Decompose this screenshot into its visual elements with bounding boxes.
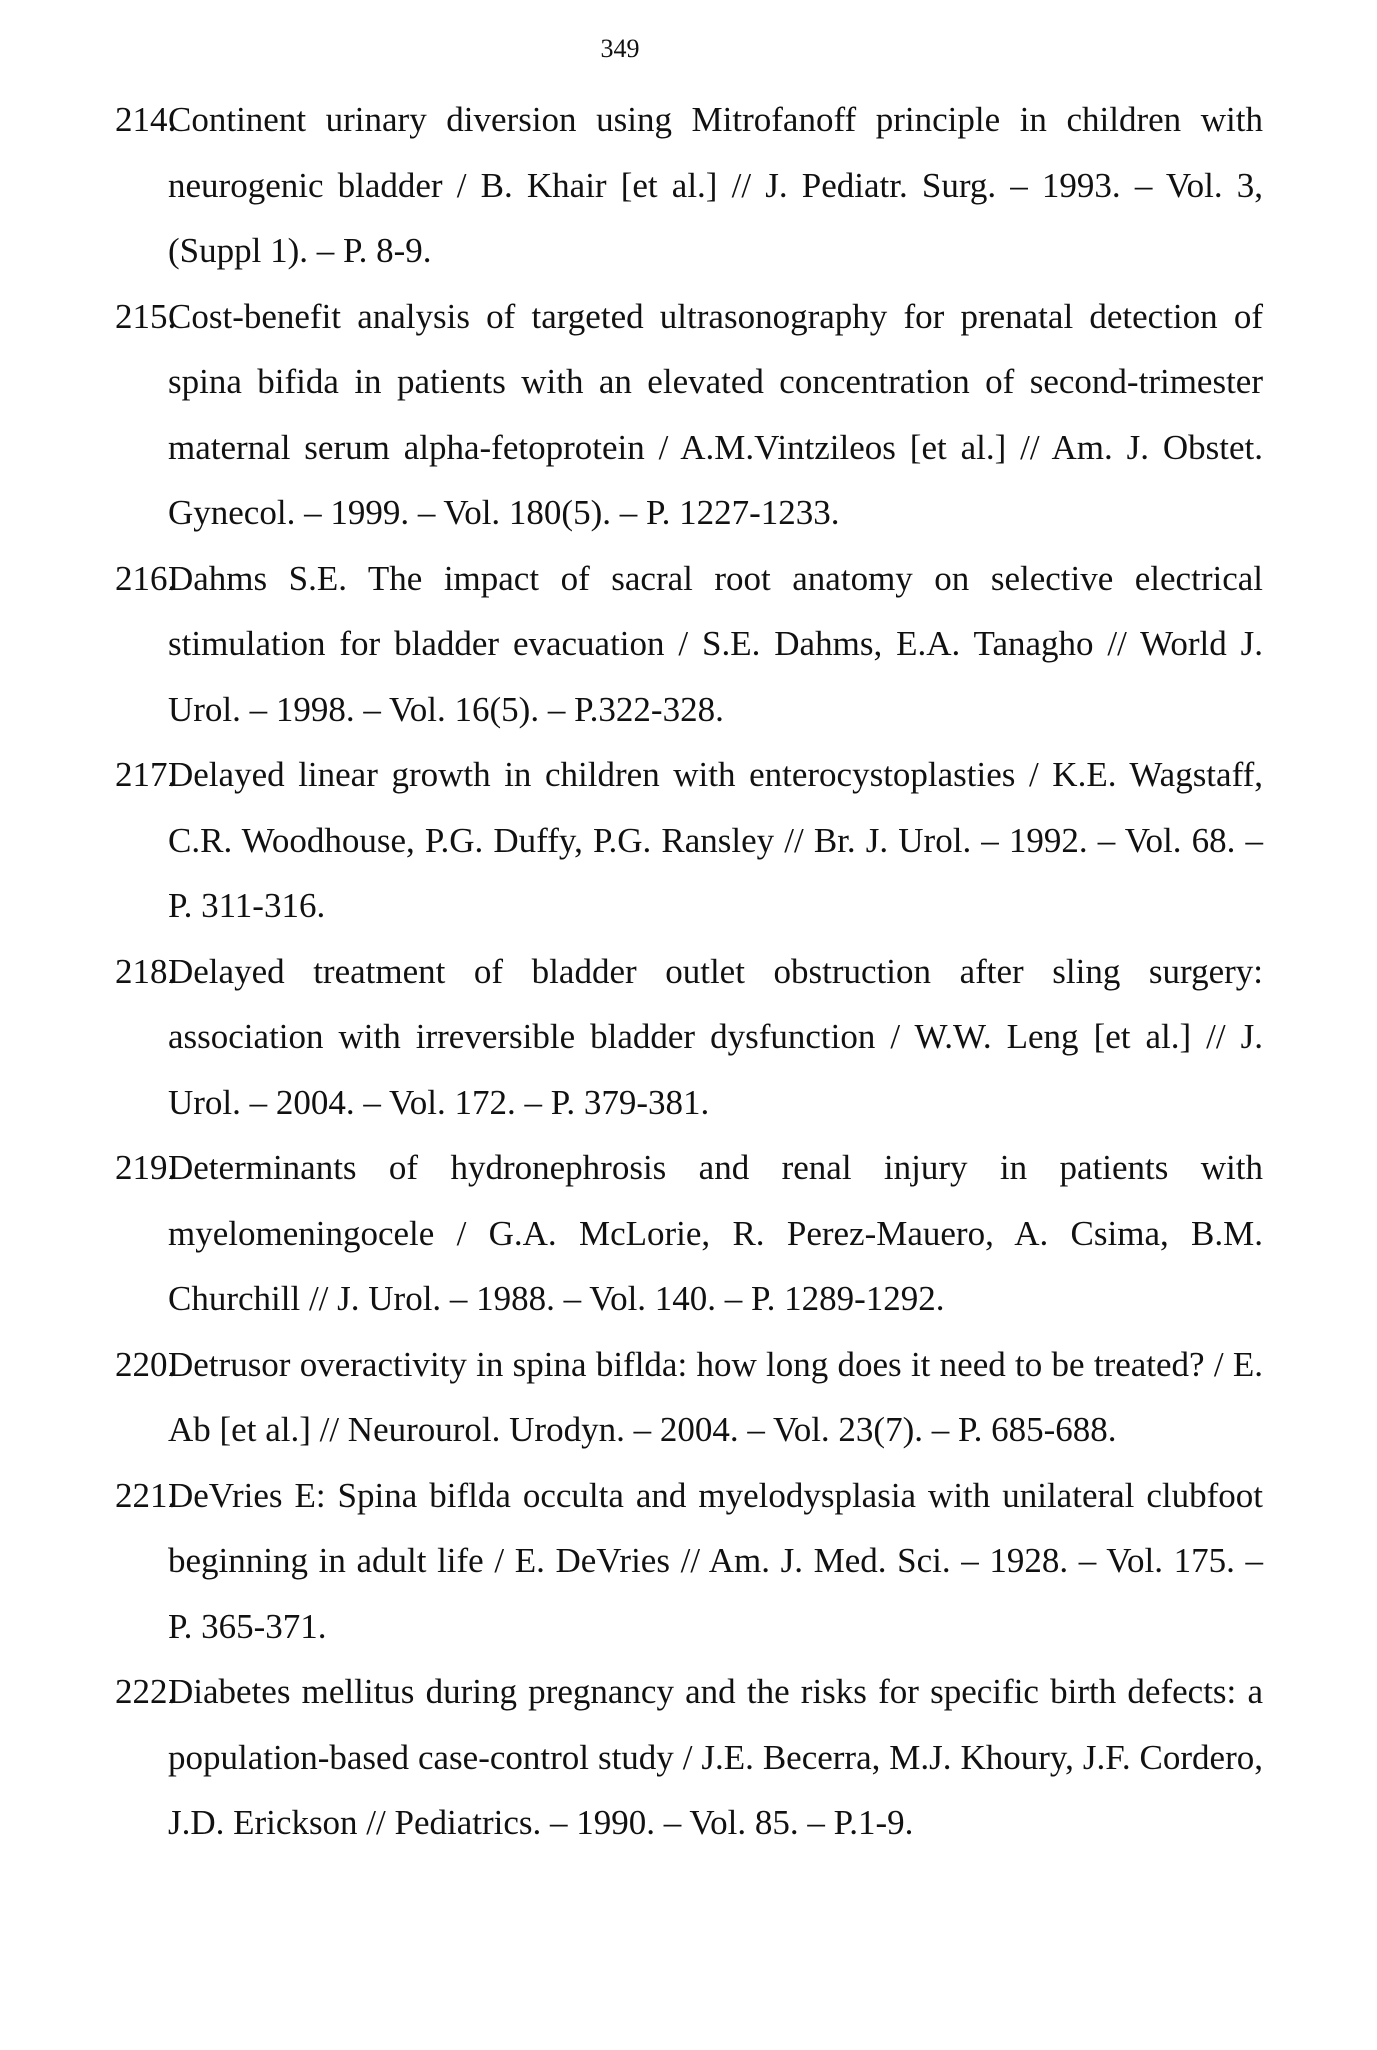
reference-item [115, 284, 1263, 546]
reference-item [115, 546, 1263, 743]
reference-number: 214. [115, 100, 177, 139]
reference-number: 219. [115, 1148, 177, 1187]
reference-text: Diabetes mellitus during pregnancy and the risks for specific birth defects: a population-based case-control study / J.E. Becerra, M.J. Khoury, J.F. Cordero, J.D. Erickson // Pediatrics. – 1990. – Vol. 85. – P.1-9. [168, 1672, 1263, 1842]
reference-number: 215. [115, 296, 177, 336]
reference-number: 220. [115, 1344, 177, 1384]
reference-text: Dahms S.E. The impact of sacral root anatomy on selective electrical stimulation for bladder evacuation / S.E. Dahms, E.A. Tanagho // World J. Urol. – 1998. – Vol. 16(5). – P.322-328. [168, 558, 1263, 729]
reference-item [115, 1659, 1263, 1856]
reference-text: DeVries E: Spina biflda occulta and myelodysplasia with unilateral clubfoot beginning in adult life / E. DeVries // Am. J. Med. Sci. – 1928. – Vol. 175. – P. 365-371. [168, 1475, 1263, 1646]
reference-text: Cost-benefit analysis of targeted ultrasonography for prenatal detection of spina bifida in patients with an elevated concentration of second-trimester maternal serum alpha-fetoprotein / A.M.Vintzileos [et al.] // Am. J. Obstet. Gynecol. – 1999. – Vol. 180(5). – P. 1227-1233. [168, 296, 1263, 532]
reference-text: Delayed linear growth in children with enterocystoplasties / K.E. Wagstaff, C.R. Woodhouse, P.G. Duffy, P.G. Ransley // Br. J. Urol. – 1992. – Vol. 68. – P. 311-316. [168, 755, 1263, 925]
reference-item [115, 1463, 1263, 1660]
reference-number: 222. [115, 1672, 177, 1711]
reference-number: 218. [115, 951, 177, 991]
reference-item [115, 742, 1263, 939]
reference-list [115, 87, 1263, 1856]
reference-item [115, 1135, 1263, 1332]
reference-text: Determinants of hydronephrosis and renal injury in patients with myelomeningocele / G.A. McLorie, R. Perez-Mauero, A. Csima, B.M. Churchill // J. Urol. – 1988. – Vol. 140. – P. 1289-1292. [168, 1148, 1263, 1318]
reference-number: 216. [115, 558, 177, 598]
reference-text: Delayed treatment of bladder outlet obstruction after sling surgery: association with irreversible bladder dysfunction / W.W. Leng [et al.] // J. Urol. – 2004. – Vol. 172. – P. 379-381. [168, 951, 1263, 1122]
reference-text: Continent urinary diversion using Mitrofanoff principle in children with neurogenic bladder / B. Khair [et al.] // J. Pediatr. Surg. – 1993. – Vol. 3, (Suppl 1). – P. 8-9. [168, 100, 1263, 270]
reference-item [115, 87, 1263, 284]
reference-number: 221. [115, 1475, 177, 1515]
reference-text: Detrusor overactivity in spina biflda: how long does it need to be treated? / E. Ab [et al.] // Neurourol. Urodyn. – 2004. – Vol. 23(7). – P. 685-688. [168, 1344, 1263, 1449]
reference-item [115, 1332, 1263, 1463]
page-number: 349 [600, 34, 640, 63]
reference-number: 217. [115, 755, 177, 794]
reference-item [115, 939, 1263, 1136]
